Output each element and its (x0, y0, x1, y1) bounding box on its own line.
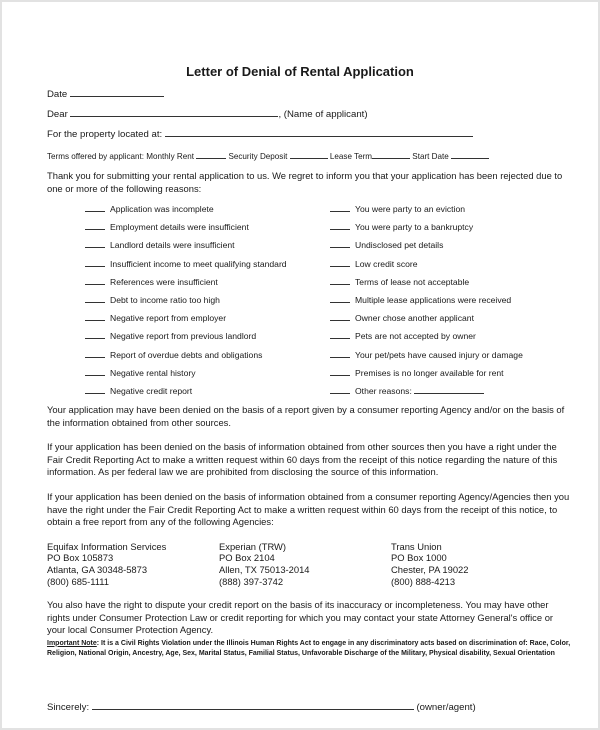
property-line (47, 127, 473, 140)
reason-item (85, 295, 220, 305)
property-label: For the property located at: (47, 129, 163, 140)
intro-paragraph: Thank you for submitting your rental application to us. We regret to inform you that your application has been rejected due to one or more of the following reasons: (47, 170, 563, 194)
reason-checkbox-blank[interactable] (85, 204, 105, 212)
dear-label: Dear (47, 109, 68, 120)
reason-checkbox-blank[interactable] (85, 386, 105, 394)
paragraph-1: Your application may have been denied on the basis of a report given by a consumer reporting Agency and/or on the basis of the information obtained from other sources. (47, 404, 565, 428)
lease-term-label: Lease Term (329, 152, 373, 161)
reason-label: Undisclosed pet details (355, 240, 444, 251)
reason-item (330, 277, 469, 287)
property-field[interactable] (165, 127, 473, 137)
reason-checkbox-blank[interactable] (85, 313, 105, 321)
reason-item (330, 240, 443, 250)
reason-label: Multiple lease applications were received (355, 295, 512, 305)
reason-checkbox-blank[interactable] (330, 295, 350, 303)
start-date-field[interactable] (451, 151, 489, 159)
reason-checkbox-blank[interactable] (330, 331, 350, 339)
reason-label: Terms of lease not acceptable (355, 276, 470, 287)
reason-item (330, 350, 523, 360)
agency-box: PO Box 105873 (47, 552, 114, 564)
important-note (47, 639, 572, 660)
agency-city: Atlanta, GA 30348-5873 (47, 563, 148, 575)
agencies-list (47, 541, 572, 587)
agency-phone: (888) 397-3742 (219, 575, 284, 587)
reason-label: Your pet/pets have caused injury or damage (355, 349, 523, 360)
applicant-name-field[interactable] (70, 107, 278, 117)
reason-item (330, 368, 504, 378)
reason-item (85, 277, 218, 287)
reason-item (330, 204, 465, 214)
reason-label: You were party to an eviction (355, 204, 466, 214)
reason-item (85, 204, 214, 214)
reason-checkbox-blank[interactable] (330, 313, 350, 321)
security-deposit-label: Security Deposit (228, 152, 288, 161)
agency-transunion (391, 541, 563, 587)
reason-item (330, 331, 476, 341)
security-deposit-field[interactable] (290, 151, 328, 159)
agency-name: Trans Union (391, 540, 442, 552)
reason-label: Premises is no longer available for rent (355, 367, 504, 378)
reason-label: Negative credit report (110, 386, 193, 396)
reason-checkbox-blank[interactable] (85, 350, 105, 358)
reason-item (85, 313, 226, 323)
reason-label: Employment details were insufficient (110, 222, 249, 233)
paragraph-2: If your application has been denied on the basis of information obtained from other sources then you have a right under the Fair Credit Reporting Act to make a written request within 60 days from the receipt of this notice regarding the nature of this information. As per federal law we are prohibited from disclosing the source of this information. (47, 441, 558, 478)
reason-checkbox-blank[interactable] (330, 240, 350, 248)
agency-experian (219, 541, 391, 587)
owner-agent-label: (owner/agent) (416, 701, 476, 713)
reason-item (85, 350, 262, 360)
reason-item (85, 240, 235, 250)
signature-field[interactable] (92, 700, 414, 710)
reason-item (85, 331, 256, 341)
reason-label: Application was incomplete (110, 204, 214, 214)
reason-label: Pets are not accepted by owner (355, 331, 476, 342)
lease-term-field[interactable] (372, 151, 410, 159)
name-suffix: , (Name of applicant) (278, 109, 368, 120)
reason-item (330, 386, 489, 396)
monthly-rent-field[interactable] (196, 151, 226, 159)
reason-item (85, 368, 196, 378)
reason-item (85, 259, 287, 269)
reason-checkbox-blank[interactable] (85, 331, 105, 339)
other-reasons-field[interactable] (414, 386, 484, 394)
reason-checkbox-blank[interactable] (85, 259, 105, 267)
reason-label: References were insufficient (110, 276, 218, 287)
reason-label: Report of overdue debts and obligations (110, 349, 263, 360)
reason-label: Debt to income ratio too high (110, 295, 220, 305)
monthly-rent-label: Terms offered by applicant: Monthly Rent (47, 152, 194, 161)
reason-item (330, 313, 474, 323)
reason-checkbox-blank[interactable] (330, 386, 350, 394)
agency-box: PO Box 2104 (219, 552, 275, 564)
date-label: Date (47, 89, 68, 100)
reason-checkbox-blank[interactable] (330, 259, 350, 267)
start-date-label: Start Date (412, 152, 449, 161)
agency-city: Chester, PA 19022 (391, 563, 469, 575)
reason-item (330, 222, 473, 232)
sincerely-label: Sincerely: (47, 701, 90, 713)
reason-checkbox-blank[interactable] (85, 277, 105, 285)
reason-checkbox-blank[interactable] (330, 222, 350, 230)
agency-box: PO Box 1000 (391, 552, 447, 564)
reason-item (330, 259, 418, 269)
reason-item (330, 295, 511, 305)
reason-item (85, 222, 249, 232)
reason-label: Negative report from previous landlord (110, 331, 257, 342)
reason-label: Negative rental history (110, 367, 196, 378)
terms-line (47, 151, 489, 161)
agency-name: Experian (TRW) (219, 540, 287, 552)
reason-label: Owner chose another applicant (355, 313, 474, 324)
page-title: Letter of Denial of Rental Application (186, 64, 414, 79)
reason-checkbox-blank[interactable] (85, 222, 105, 230)
reason-checkbox-blank[interactable] (85, 240, 105, 248)
reason-checkbox-blank[interactable] (330, 277, 350, 285)
reason-item (85, 386, 192, 396)
agency-city: Allen, TX 75013-2014 (219, 563, 310, 575)
reason-label: Low credit score (355, 258, 418, 269)
reason-checkbox-blank[interactable] (330, 204, 350, 212)
agency-equifax (47, 541, 219, 587)
note-text: : It is a Civil Rights Violation under the Illinois Human Rights Act to engage in any discriminatory acts based on discrimination of: Race, Color, Religion, National Origin, Ancestry, Age, Sex, Marital Status, Familial Status, Unfavorable Discharge of the Military, Physical disability, Sexual Orientation (47, 639, 571, 658)
agency-phone: (800) 685-1111 (47, 575, 110, 587)
reason-label: Negative report from employer (110, 313, 227, 324)
reason-label: Landlord details were insufficient (110, 240, 235, 251)
reason-checkbox-blank[interactable] (85, 368, 105, 376)
reason-label: You were party to a bankruptcy (355, 222, 474, 233)
paragraph-3: If your application has been denied on the basis of information obtained from a consumer reporting Agency/Agencies then you have the right under the Fair Credit Reporting Act to make a written request within 60 days from the receipt of this notice, to obtain a free report from any of the following Agencies: (47, 490, 570, 528)
note-label: Important Note (47, 639, 97, 647)
agency-name: Equifax Information Services (47, 540, 167, 552)
date-field[interactable] (70, 87, 164, 97)
paragraph-4: You also have the right to dispute your credit report on the basis of its inaccuracy or incompleteness. You may have other rights under Consumer Protection Law or credit reporting for which you may contact your state Attorney General's office or your local Consumer Protection Agency. (47, 599, 554, 636)
reason-label: Other reasons: (355, 386, 412, 396)
reason-label: Insufficient income to meet qualifying standard (110, 258, 287, 269)
date-line (47, 87, 164, 100)
reason-checkbox-blank[interactable] (85, 295, 105, 303)
reason-checkbox-blank[interactable] (330, 350, 350, 358)
signature-line (47, 700, 572, 713)
dear-line (47, 107, 368, 120)
agency-phone: (800) 888-4213 (391, 575, 456, 587)
reason-checkbox-blank[interactable] (330, 368, 350, 376)
body-section (47, 404, 572, 713)
